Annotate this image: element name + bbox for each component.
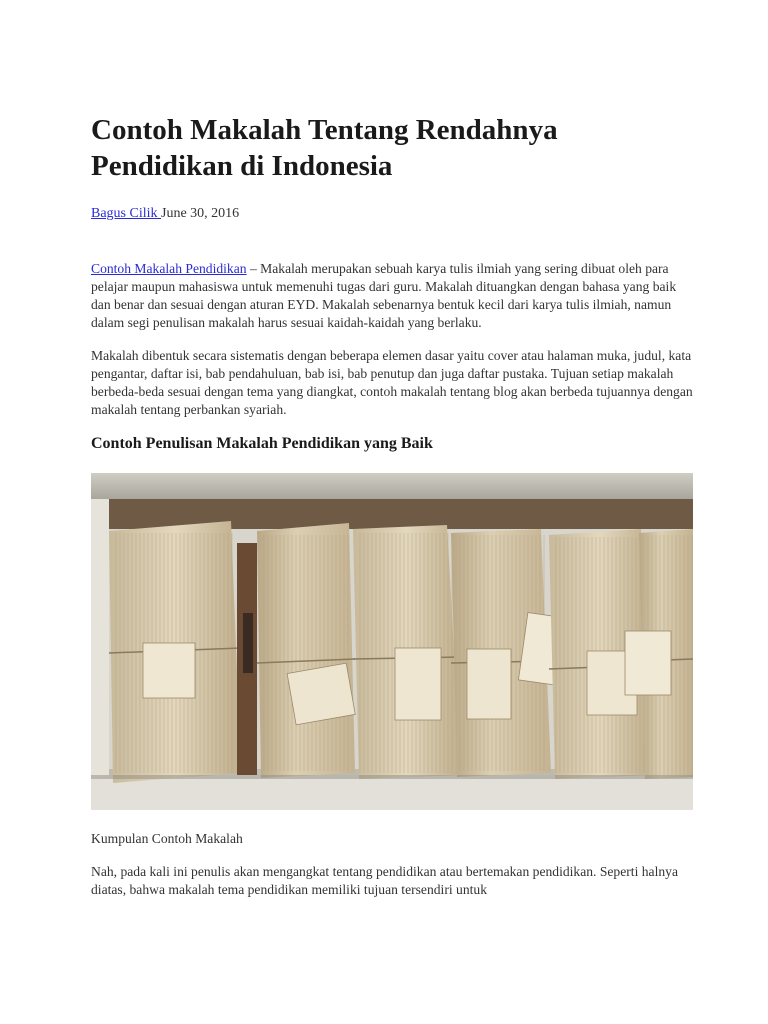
third-paragraph: Nah, pada kali ini penulis akan mengangkat tentang pendidikan atau bertemakan pendidikan. Seperti halnya diatas, bahwa makalah tema pendidikan memiliki tujuan tersendiri untuk [91, 864, 678, 897]
article [91, 112, 693, 899]
byline [91, 205, 693, 223]
author-link[interactable]: Bagus Cilik [91, 206, 162, 221]
intro-paragraph [91, 260, 693, 332]
second-paragraph: Makalah dibentuk secara sistematis dengan beberapa elemen dasar yaitu cover atau halaman muka, judul, kata pengantar, daftar isi, bab pendahuluan, bab isi, bab penutup dan juga daftar pustaka. Tujuan setiap makalah berbeda-beda sesuai dengan tema yang diangkat, contoh makalah tentang blog akan berbeda tujuannya dengan makalah tentang perbankan syariah. [91, 348, 693, 417]
section-heading: Contoh Penulisan Makalah Pendidikan yang Baik [91, 435, 433, 452]
photo-caption: Kumpulan Contoh Makalah [91, 831, 243, 846]
category-link[interactable]: Contoh Makalah Pendidikan [91, 261, 247, 276]
intro-text: – Makalah merupakan sebuah karya tulis ilmiah yang sering dibuat oleh para pelajar maupun mahasiswa untuk memenuhi tugas dari guru. Makalah dituangkan dengan bahasa yang baik dan benar dan sesuai dengan aturan EYD. Makalah sebenarnya bentuk kecil dari karya tulis ilmiah, namun dalam segi penulisan makalah harus sesuai kaidah-kaidah yang berlaku. [91, 261, 677, 330]
archive-photo [91, 473, 693, 810]
post-date: June 30, 2016 [161, 206, 240, 221]
article-title: Contoh Makalah Tentang Rendahnya Pendidikan di Indonesia [91, 114, 558, 182]
